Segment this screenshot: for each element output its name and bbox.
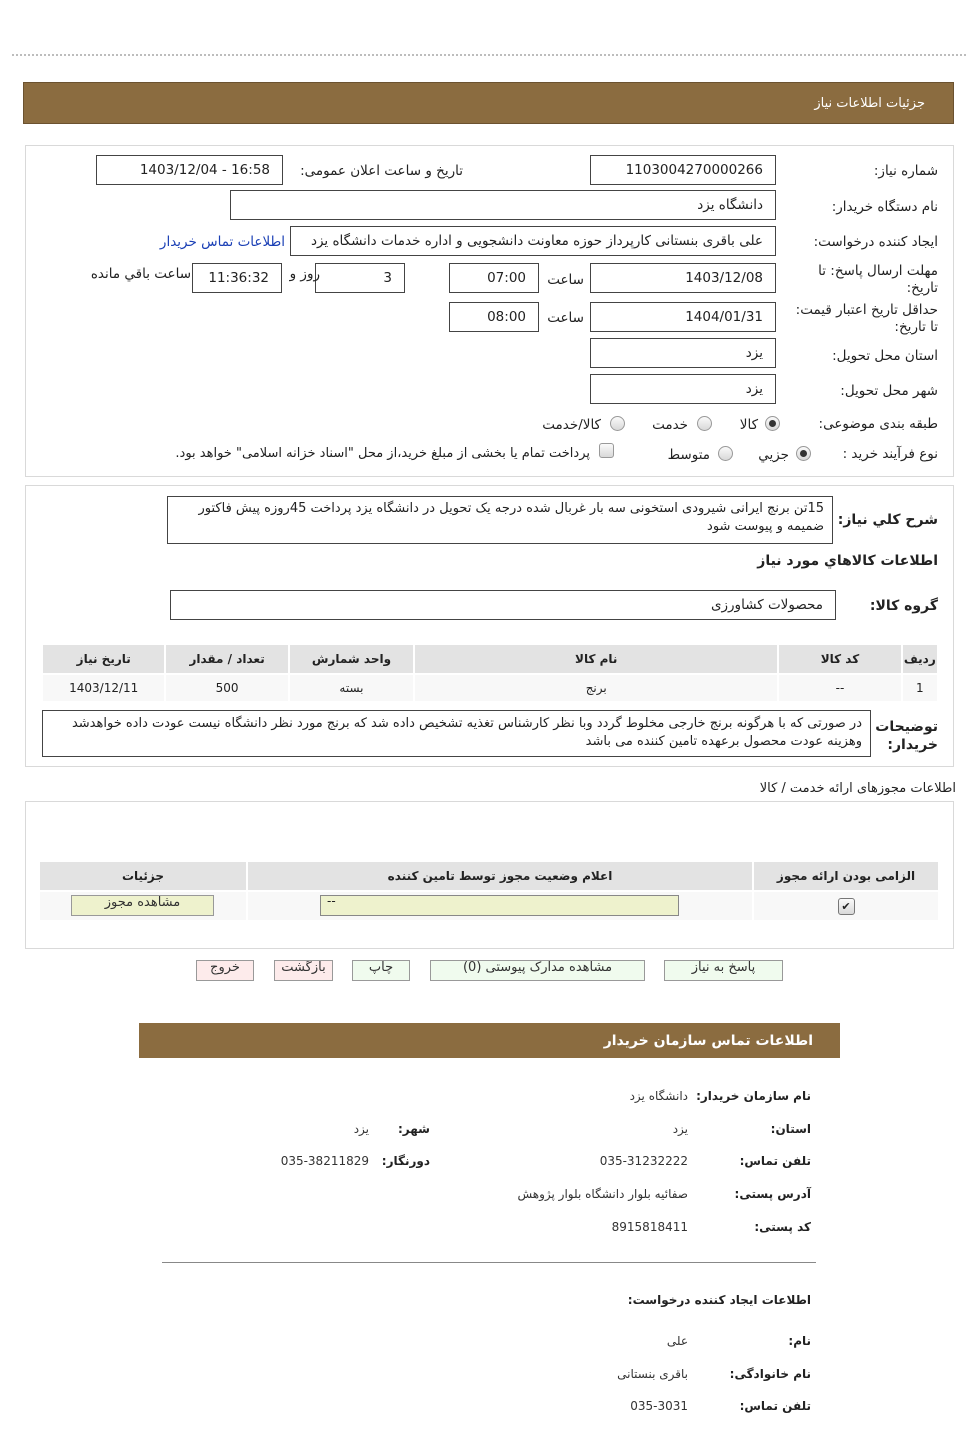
creator-label: ایجاد کننده درخواست: [813,234,938,250]
deadline-date-field[interactable]: 1403/12/08 [590,263,776,293]
deadline-label: مهلت ارسال پاسخ: تا [818,263,938,279]
days-field[interactable]: 3 [315,263,405,293]
need-number-label: شماره نیاز: [873,163,938,179]
buyer-notes-label-2: خریدار: [887,737,938,753]
goods-group-label: گروه كالا: [869,598,938,614]
announce-label: تاریخ و ساعت اعلان عمومی: [300,163,463,179]
contact-fax-label: دورنگار: [381,1154,430,1168]
contact-phone-label: تلفن تماس: [739,1154,811,1168]
print-button[interactable]: چاپ [352,960,410,981]
validity-time-label: ساعت [547,310,584,326]
validity-label-2: تا تاریخ: [894,319,938,335]
category-both-label: کالا/خدمت [542,417,601,433]
attachments-button[interactable]: مشاهده مدارک پیوستی (0) [430,960,645,981]
goods-group-field[interactable]: محصولات کشاورزی [170,590,836,620]
buyer-notes-text[interactable]: در صورتی که با هرگونه برنج خارجی مخلوط گردد وبا نظر کارشناس تغذیه تشخیص داده شد که برنج مورد نظر دانشگاه نیست عودت داده خواهدشد وهزینه عودت محصول برعهده تامین کننده می باشد [42,710,871,757]
table-row[interactable] [43,675,937,701]
province-label: استان محل تحویل: [832,348,938,364]
contact-postal-label: کد پستی: [754,1220,811,1234]
cell-row: 1 [903,675,937,701]
deadline-time-field[interactable]: 07:00 [449,263,539,293]
remaining-label: ساعت باقي مانده [90,266,191,282]
cell-unit: بسته [290,675,413,701]
contact-phone-value: 035-31232222 [599,1154,688,1168]
col-permit-required: الزامی بودن ارائه مجوز [754,862,938,890]
contact-address-value: صفائیه بلوار دانشگاه بلوار پژوهش [517,1187,688,1201]
creator-field[interactable]: علی باقری بنستانی کارپرداز حوزه معاونت دانشجویی و اداره خدمات دانشگاه یزد [290,226,776,256]
permit-required-cell [754,892,938,920]
validity-time-field[interactable]: 08:00 [449,302,539,332]
category-goods-label: کالا [739,417,758,433]
org-name-label: نام سازمان خریدار: [696,1089,811,1103]
process-label: نوع فرآیند خرید : [842,446,938,462]
category-radio-both[interactable] [610,416,625,431]
first-name-label: نام: [788,1334,811,1348]
col-permit-details: جزئیات [40,862,246,890]
contact-city-value: یزد [353,1122,369,1136]
deadline-time-label: ساعت [547,272,584,288]
city-field[interactable]: یزد [590,374,776,404]
creator-phone-value: 035-3031 [630,1399,688,1413]
contact-header [139,1023,840,1058]
process-medium-label: متوسط [667,447,710,463]
province-field[interactable]: یزد [590,338,776,368]
description-text[interactable]: 15تن برنج ایرانی شیرودی استخونی سه بار غربال شده درجه یک تحویل در دانشگاه یزد پرداخت 45روزه پیش فاکتور ضمیمه و پیوست شود [167,496,833,544]
org-name-value: دانشگاه یزد [629,1089,688,1103]
top-divider [12,54,966,56]
contact-fax-value: 035-38211829 [280,1154,369,1168]
contact-address-label: آدرس پستی: [734,1187,811,1201]
process-minor-label: جزیي [758,447,789,463]
creator-phone-label: تلفن تماس: [739,1399,811,1413]
exit-button[interactable]: خروج [196,960,254,981]
page-header [23,82,954,124]
buyer-notes-label: توضیحات [875,719,938,735]
cell-qty: 500 [166,675,287,701]
deadline-label-2: تاریخ: [906,280,938,296]
contact-postal-value: 8915818411 [611,1220,688,1234]
days-label: روز و [289,266,320,282]
buyer-field[interactable]: دانشگاه یزد [230,190,776,220]
last-name-label: نام خانوادگی: [729,1367,811,1381]
process-radio-medium[interactable] [718,446,733,461]
buyer-contact-link[interactable]: اطلاعات تماس خریدار [159,234,285,250]
goods-title: اطلاعات كالاهاي مورد نياز [757,553,938,569]
goods-table [41,643,939,703]
cell-date: 1403/12/11 [43,675,164,701]
process-radio-minor[interactable] [796,446,811,461]
contact-title: اطلاعات تماس سازمان خریدار [603,1033,813,1049]
col-date: تاريخ نياز [43,645,164,673]
permit-status-field[interactable]: -- [320,895,679,916]
description-label: شرح كلي نياز: [837,512,938,528]
creator-info-title: اطلاعات ایجاد کننده درخواست: [627,1293,811,1307]
page-title: جزئیات اطلاعات نیاز [814,96,925,111]
category-label: طبقه بندی موضوعی: [818,416,938,432]
permit-required-checkbox[interactable]: ✔ [838,898,855,915]
category-radio-goods[interactable] [765,416,780,431]
remaining-time-field[interactable]: 11:36:32 [192,263,282,293]
category-radio-service[interactable] [697,416,712,431]
contact-city-label: شهر: [398,1122,430,1136]
validity-date-field[interactable]: 1404/01/31 [590,302,776,332]
category-service-label: خدمت [652,417,688,433]
reply-button[interactable]: پاسخ به نیاز [664,960,783,981]
col-unit: واحد شمارش [290,645,413,673]
first-name-value: علی [666,1334,688,1348]
validity-label: حداقل تاریخ اعتبار قیمت: [795,302,938,318]
col-row: رديف [903,645,937,673]
permits-title: اطلاعات مجوزهای ارائه خدمت / کالا [759,781,956,796]
buyer-label: نام دستگاه خریدار: [831,199,938,215]
need-number-field[interactable]: 1103004270000266 [590,155,776,185]
col-code: كد كالا [779,645,900,673]
contact-province-value: یزد [672,1122,688,1136]
contact-divider [162,1262,816,1263]
treasury-note: پرداخت تمام یا بخشی از مبلغ خرید،از محل "اسناد خزانه اسلامی" خواهد بود. [175,446,590,461]
col-qty: تعداد / مقدار [166,645,287,673]
col-name: نام كالا [415,645,777,673]
announce-field[interactable]: 1403/12/04 - 16:58 [96,155,283,185]
cell-code: -- [779,675,900,701]
cell-name: برنج [415,675,777,701]
view-permit-button[interactable]: مشاهده مجوز [71,895,214,916]
back-button[interactable]: بازگشت [274,960,333,981]
treasury-checkbox[interactable] [599,443,614,458]
contact-province-label: استان: [770,1122,811,1136]
permits-table-header [40,862,938,890]
goods-table-header [43,645,937,673]
city-label: شهر محل تحویل: [840,383,938,399]
col-permit-status: اعلام وضعیت مجوز توسط تامین کننده [248,862,752,890]
last-name-value: باقری بنستانی [617,1367,688,1381]
